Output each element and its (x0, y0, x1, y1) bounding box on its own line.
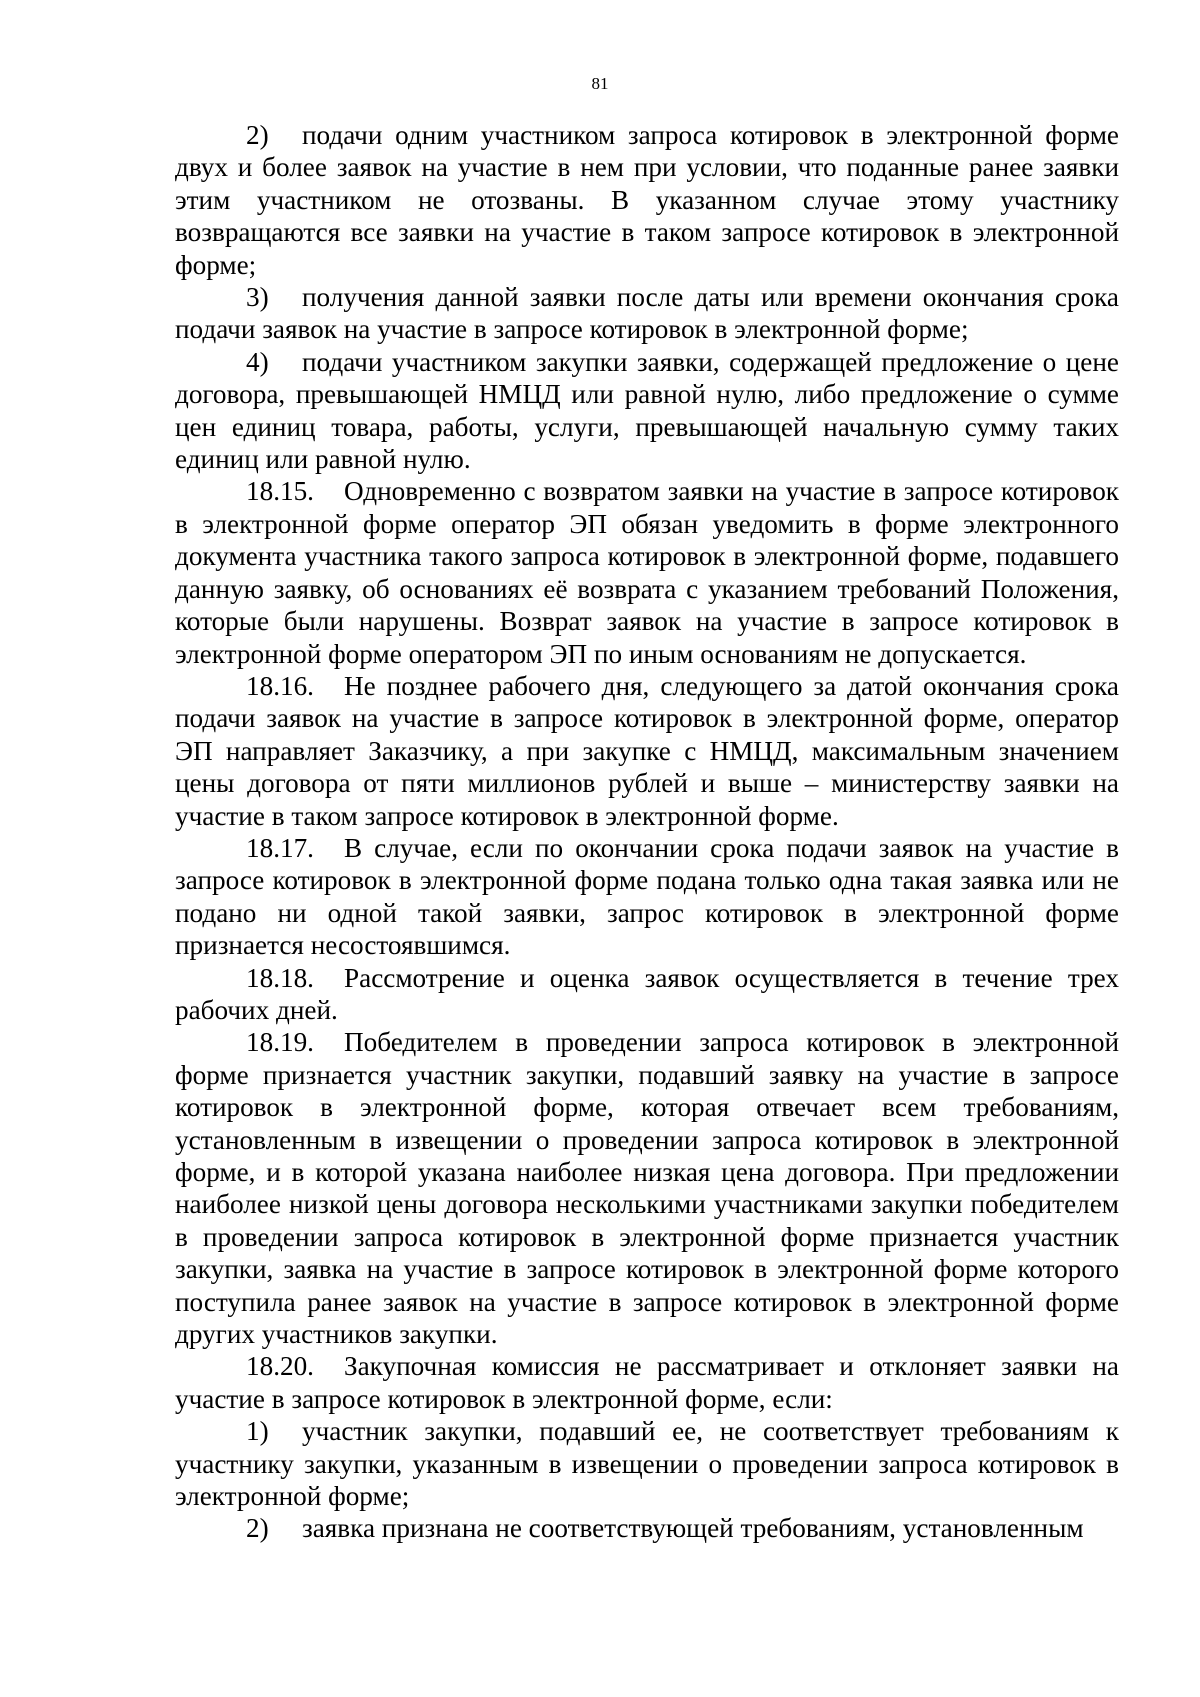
list-item-2 (175, 119, 1119, 281)
clause-number: 18.17. (246, 832, 314, 863)
clause-text: Победителем в проведении запроса котировок в электронной форме признается участник закупки, подавший заявку на участие в запросе котировок в электронной форме, которая отвечает всем требованиям, установленным в извещении о проведении запроса котировок в электронной форме, и в которой указана наиболее низкая цена договора. При предложении наиболее низкой цены договора несколькими участниками закупки победителем в проведении запроса котировок в электронной форме признается участник закупки, заявка на участие в запросе котировок в электронной форме которого поступила ранее заявок на участие в запросе котировок в электронной форме других участников закупки. (175, 1027, 1119, 1350)
clause-18-16 (175, 670, 1119, 832)
item-text: подачи участником закупки заявки, содержащей предложение о цене договора, превышающей НМЦД или равной нулю, либо предложение о сумме цен единиц товара, работы, услуги, превышающей начальную сумму таких единиц или равной нулю. (175, 346, 1119, 475)
clause-text: Одновременно с возвратом заявки на участие в запросе котировок в электронной форме оператор ЭП обязан уведомить в форме электронного документа участника такого запроса котировок в электронной форме, подавшего данную заявку, об основаниях её возврата с указанием требований Положения, которые были нарушены. Возврат заявок на участие в запросе котировок в электронной форме оператором ЭП по иным основаниям не допускается. (175, 476, 1119, 669)
clause-text: Закупочная комиссия не рассматривает и отклоняет заявки на участие в запросе котировок в электронной форме, если: (175, 1351, 1119, 1414)
item-text: заявка признана не соответствующей требованиям, установленным (302, 1513, 1084, 1544)
clause-text: Не позднее рабочего дня, следующего за датой окончания срока подачи заявок на участие в запросе котировок в электронной форме, оператор ЭП направляет Заказчику, а при закупке с НМЦД, максимальным значением цены договора от пяти миллионов рублей и выше – министерству заявки на участие в таком запросе котировок в электронной форме. (175, 670, 1119, 831)
clause-text: В случае, если по окончании срока подачи заявок на участие в запросе котировок в электронной форме подана только одна такая заявка или не подано ни одной такой заявки, запрос котировок в электронной форме признается несостоявшимся. (175, 832, 1119, 961)
clause-18-17 (175, 832, 1119, 962)
item-number: 1) (246, 1416, 269, 1447)
item-text: подачи одним участником запроса котировок в электронной форме двух и более заявок на участие в нем при условии, что поданные ранее заявки этим участником не отозваны. В указанном случае этому участнику возвращаются все заявки на участие в таком запросе котировок в электронной форме; (175, 120, 1119, 280)
item-number: 3) (246, 282, 269, 313)
list-item-4 (175, 346, 1119, 476)
page-number: 81 (591, 74, 609, 93)
list-item-2b (175, 1512, 1119, 1544)
clause-18-20 (175, 1350, 1119, 1415)
clause-text: Рассмотрение и оценка заявок осуществляется в течение трех рабочих дней. (175, 962, 1119, 1025)
item-number: 2) (246, 120, 269, 150)
clause-number: 18.20. (246, 1351, 314, 1382)
clause-18-15 (175, 475, 1119, 669)
clause-number: 18.16. (246, 670, 314, 701)
item-number: 4) (246, 346, 269, 377)
list-item-1 (175, 1415, 1119, 1512)
item-text: получения данной заявки после даты или времени окончания срока подачи заявок на участие в запросе котировок в электронной форме; (175, 282, 1119, 345)
list-item-3 (175, 281, 1119, 346)
item-text: участник закупки, подавший ее, не соответствует требованиям к участнику закупки, указанным в извещении о проведении запроса котировок в электронной форме; (175, 1416, 1119, 1512)
item-number: 2) (246, 1513, 269, 1544)
clause-number: 18.18. (246, 962, 314, 993)
document-body (175, 119, 1119, 1545)
clause-number: 18.15. (246, 476, 314, 507)
clause-18-18 (175, 962, 1119, 1027)
clause-number: 18.19. (246, 1027, 314, 1058)
clause-18-19 (175, 1026, 1119, 1350)
